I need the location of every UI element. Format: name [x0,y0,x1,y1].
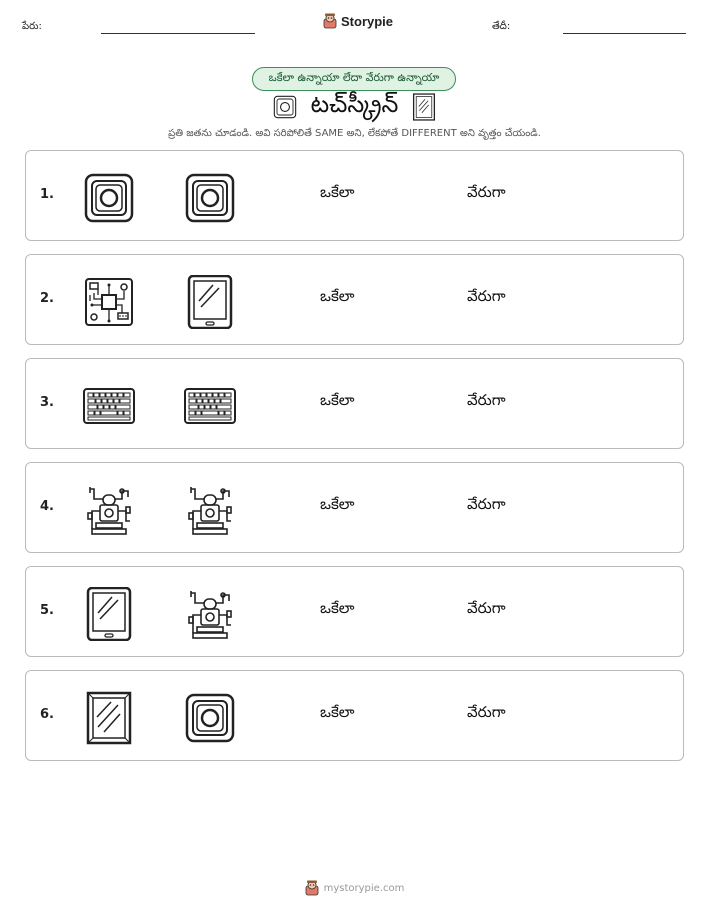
same-option[interactable]: ఒకేలా [320,183,355,201]
same-option[interactable]: ఒకేలా [320,287,355,305]
machine-pipes-icon [183,483,237,537]
different-option[interactable]: వేరుగా [467,703,506,721]
keyboard-icon [82,379,136,433]
footer-url[interactable]: mystorypie.com [323,882,405,894]
keyboard-icon [183,379,237,433]
same-option[interactable]: ఒకేలా [320,599,355,617]
title-row [0,92,709,122]
name-label: పేరు: [22,21,42,32]
instructions: ప్రతి జతను చూడండి. అవి సరిపోలితే SAME అని, లేకపోతే DIFFERENT అని వృత్తం చేయండి. [168,128,541,139]
same-option[interactable]: ఒకేలా [320,391,355,409]
touch-button-icon [183,691,237,745]
brand [323,13,393,29]
circuit-board-icon [82,275,136,329]
machine-pipes-icon [183,587,237,641]
glass-screen-icon [412,93,436,121]
worksheet-type-badge: ఒకేలా ఉన్నాయా లేదా వేరుగా ఉన్నాయా [252,67,456,91]
question-row [25,670,684,761]
name-line [101,33,255,34]
question-number: 2. [40,291,54,306]
touch-button-icon [273,95,297,119]
footer [0,880,709,896]
date-line [563,33,686,34]
question-row [25,462,684,553]
worksheet-header [0,0,709,50]
page-title: టచ్‌స్క్రీన్ [310,90,399,118]
same-option[interactable]: ఒకేలా [320,495,355,513]
question-row [25,150,684,241]
touch-button-icon [183,171,237,225]
same-option[interactable]: ఒకేలా [320,703,355,721]
storypie-logo-icon [323,13,337,29]
question-number: 5. [40,603,54,618]
different-option[interactable]: వేరుగా [467,391,506,409]
tablet-icon [82,587,136,641]
glass-screen-icon [82,691,136,745]
machine-pipes-icon [82,483,136,537]
different-option[interactable]: వేరుగా [467,287,506,305]
question-row [25,254,684,345]
question-number: 4. [40,499,54,514]
tablet-icon [183,275,237,329]
question-number: 1. [40,187,54,202]
storypie-logo-icon [305,880,319,896]
different-option[interactable]: వేరుగా [467,599,506,617]
touch-button-icon [82,171,136,225]
different-option[interactable]: వేరుగా [467,495,506,513]
brand-name: Storypie [341,13,394,29]
question-row [25,566,684,657]
question-number: 3. [40,395,54,410]
question-row [25,358,684,449]
question-number: 6. [40,707,54,722]
different-option[interactable]: వేరుగా [467,183,506,201]
date-label: తేదీ: [492,21,511,32]
